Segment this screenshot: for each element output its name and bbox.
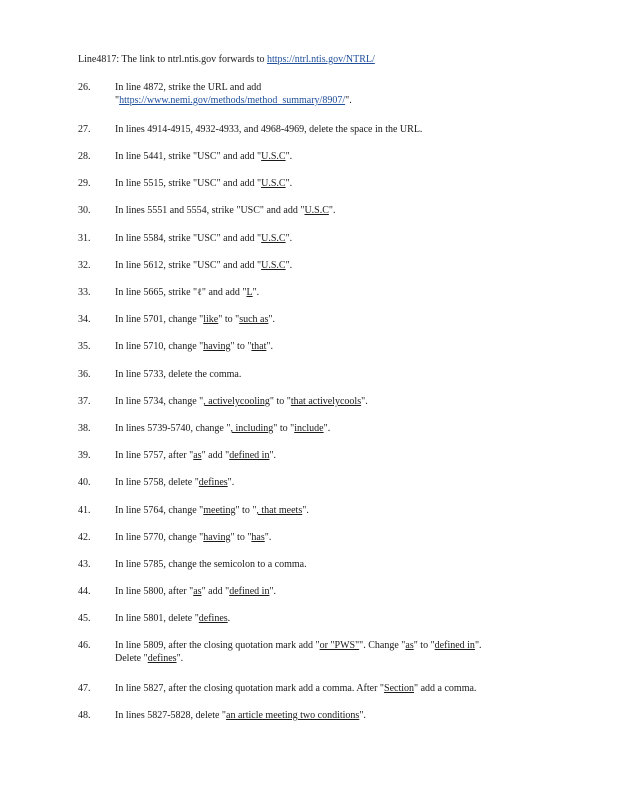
item-number: 37. (78, 396, 91, 407)
item-text: In line 5800, after "as" add "defined in". (115, 586, 277, 597)
item-number: 36. (78, 369, 91, 380)
item-text: In lines 4914-4915, 4932-4933, and 4968-4969, delete the space in the URL. (115, 124, 423, 135)
item-text: In line 5710, change "having" to "that". (115, 341, 273, 352)
item-text: In line 5733, delete the comma. (115, 369, 242, 380)
item-text: In lines 5551 and 5554, strike "USC" and add "U.S.C". (115, 205, 336, 216)
item-number: 28. (78, 151, 91, 162)
item-text: In line 5758, delete "defines". (115, 477, 235, 488)
item-text: In line 5801, delete "defines. (115, 613, 231, 624)
item-number: 27. (78, 124, 91, 135)
item-number: 46. (78, 640, 91, 651)
item-number: 40. (78, 477, 91, 488)
item-text: In line 5441, strike "USC" and add "U.S.C". (115, 151, 293, 162)
item-number: 29. (78, 178, 91, 189)
item-number: 41. (78, 505, 91, 516)
item-number: 38. (78, 423, 91, 434)
item-text: In line 5827, after the closing quotation mark add a comma. After "Section" add a comma. (115, 683, 477, 694)
ntrl-link[interactable]: https://ntrl.ntis.gov/NTRL/ (266, 54, 375, 65)
item-number: 48. (78, 710, 91, 721)
item-text: In line 5701, change "like" to "such as". (115, 314, 275, 325)
item-number: 34. (78, 314, 91, 325)
item-text: In lines 5827-5828, delete "an article meeting two conditions". (115, 710, 366, 721)
item-text: In line 5515, strike "USC" and add "U.S.C". (115, 178, 293, 189)
item-number: 31. (78, 233, 91, 244)
item-number: 39. (78, 450, 91, 461)
item-number: 26. (78, 82, 91, 93)
item-text: In line 5757, after "as" add "defined in". (115, 450, 277, 461)
item-number: 47. (78, 683, 91, 694)
item-text: In line 5734, change ", activelycooling" to "that activelycools". (115, 396, 368, 407)
item-number: 33. (78, 287, 91, 298)
item-text: In line 5764, change "meeting" to ", that meets". (115, 505, 309, 516)
intro-text: Line4817: The link to ntrl.ntis.gov forwards to (78, 54, 267, 65)
nemi-link[interactable]: https://www.nemi.gov/methods/method_summary/8907/ (119, 95, 346, 106)
item-number: 43. (78, 559, 91, 570)
item-number: 45. (78, 613, 91, 624)
item-number: 30. (78, 205, 91, 216)
item-number: 32. (78, 260, 91, 271)
item-text: In line 5785, change the semicolon to a comma. (115, 559, 307, 570)
item-text: In line 5809, after the closing quotation mark add "or "PWS"". Change "as" to "defined in". Delete "defines". (115, 640, 482, 664)
item-text: In line 4872, strike the URL and add "https://www.nemi.gov/methods/method_summary/8907/". (115, 82, 352, 106)
item-number: 44. (78, 586, 91, 597)
item-number: 42. (78, 532, 91, 543)
item-number: 35. (78, 341, 91, 352)
item-text: In line 5770, change "having" to "has". (115, 532, 272, 543)
intro-line (78, 53, 375, 66)
item-text: In line 5612, strike "USC" and add "U.S.C". (115, 260, 293, 271)
item-text: In lines 5739-5740, change ", including" to "include". (115, 423, 331, 434)
item-text: In line 5665, strike "ℓ" and add "L". (115, 287, 260, 298)
item-text: In line 5584, strike "USC" and add "U.S.C". (115, 233, 293, 244)
